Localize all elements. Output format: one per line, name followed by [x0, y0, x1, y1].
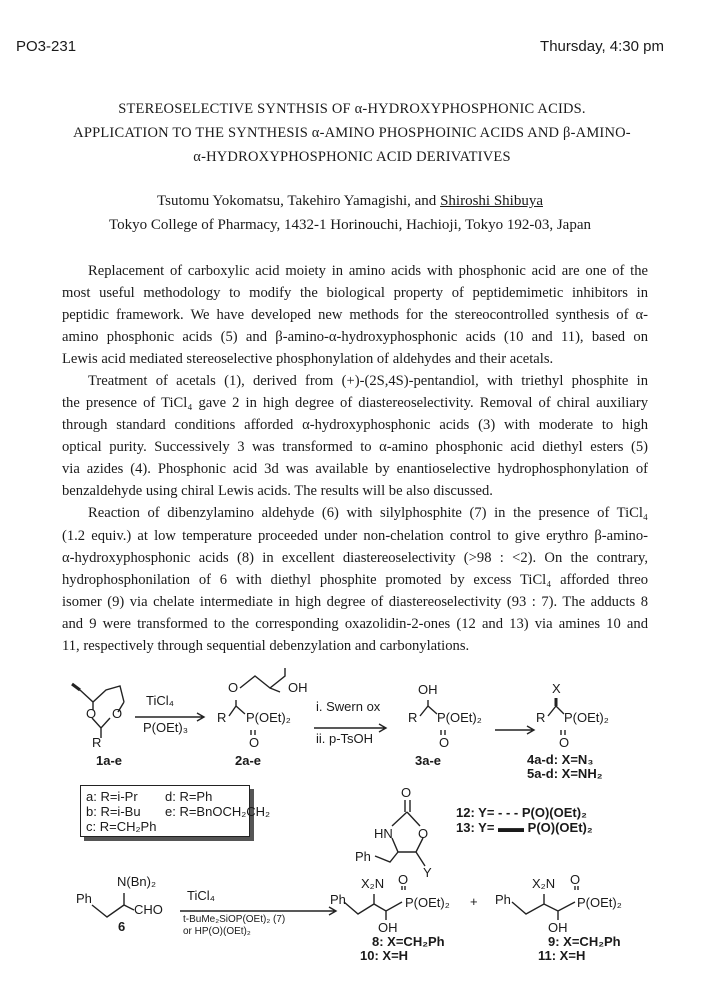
compound-label-9: 9: X=CH₂Ph: [548, 934, 621, 949]
acetal-O-left: O: [86, 706, 97, 721]
body-line: and 9 were transformed to the corresponding oxazolidin-2-ones (12 and 13) via amines 10 and: [62, 616, 648, 632]
compound-label-6: 6: [118, 919, 126, 934]
body-line: isomer (9) via chelate intermediate in high degree of diastereoselectivity (93 : 7). The adducts 8: [62, 594, 648, 610]
c3-R: R: [408, 710, 418, 725]
body-line: Treatment of acetals (1), derived from (+)-(2S,4S)-pentandiol, with triethyl phosphite in: [88, 373, 648, 389]
compound-label-12: 12: Y= - - - P(O)(OEt)₂: [456, 805, 587, 820]
author-names: Tsutomu Yokomatsu, Takehiro Yamagishi, and: [157, 193, 441, 209]
reagent-ticl4: TiCl₄: [146, 693, 174, 708]
compound-label-10: 10: X=H: [360, 948, 409, 963]
title-line-1: STEREOSELECTIVE SYNTHSIS OF α-HYDROXYPHOSPHONIC ACIDS.: [118, 101, 586, 117]
plus-sign: +: [470, 894, 478, 909]
c8-X2N: X₂N: [361, 876, 385, 891]
body-line: via azides (4). Phosphonic acid 3d was available by enantioselective hydrophosphonylation of: [62, 461, 648, 477]
body-line: (1.2 equiv.) at low temperature proceeded under non-chelation control to give erythro β-amino-: [62, 528, 648, 544]
reagent-diethyl-phosphite: or HP(O)(OEt)₂: [183, 926, 251, 937]
c2-O: O: [228, 680, 239, 695]
compound-label-11: 11: X=H: [538, 948, 586, 963]
c9-O: O: [570, 872, 581, 887]
c2-OH: OH: [288, 680, 308, 695]
c9-OH: OH: [548, 920, 568, 935]
body-line: hydrophosphonilation of 6 with diethyl phosphite promoted by excess TiCl₄ afforded threo: [62, 572, 648, 588]
c9-P: P(OEt)₂: [577, 895, 622, 910]
body-line: amino phosphonic acids (5) and β-amino-α-hydroxyphosphonic acids (10 and 11), based on: [62, 329, 648, 345]
acetal-O-right: O: [112, 706, 123, 721]
c4-R: R: [536, 710, 546, 725]
body-line: benzaldehyde using chiral Lewis acids. The results will be also discussed.: [62, 483, 493, 499]
reagent-silylphosphite: t-BuMe₂SiOP(OEt)₂ (7): [183, 914, 286, 925]
arrow-3: [495, 726, 534, 734]
compound-label-5: 5a-d: X=NH₂: [527, 766, 603, 781]
title-line-3: α-HYDROXYPHOSPHONIC ACID DERIVATIVES: [193, 149, 511, 165]
body-line: Lewis acid mediated stereoselective phosphonylation of aldehydes and their acetals.: [62, 351, 554, 367]
body-line: most useful methodology to modify the biological property of peptidemimetic inhibitors in: [62, 285, 648, 301]
c8-Ph: Ph: [330, 892, 346, 907]
compound-label-2: 2a-e: [235, 753, 262, 768]
body-line: through standard conditions afforded α-hydroxyphosphonic acids (3) with moderate to high: [62, 417, 648, 433]
reagent-ptsoh: ii. p-TsOH: [316, 731, 374, 746]
c3-oxo: O: [439, 735, 450, 750]
session-time: Thursday, 4:30 pm: [540, 38, 664, 55]
title-line-2: APPLICATION TO THE SYNTHESIS α-AMINO PHOSPHOINIC ACIDS AND β-AMINO-: [73, 125, 631, 141]
acetal-R: R: [92, 735, 102, 750]
compound-label-1: 1a-e: [96, 753, 123, 768]
compound-label-13: 13: Y= ▬▬ P(O)(OEt)₂: [456, 820, 593, 835]
body-line: 11, respectively through sequential debenzylation and carbonylations.: [62, 638, 470, 654]
session-code: PO3-231: [16, 38, 77, 55]
oxaz-ring-O: O: [418, 826, 429, 841]
body-line: the presence of TiCl₄ gave 2 in high degree of diastereoselectivity. Removal of chiral auxiliary: [62, 395, 648, 411]
c9-X2N: X₂N: [532, 876, 556, 891]
reagent-swern: i. Swern ox: [316, 699, 381, 714]
r-group-c: c: R=CH₂Ph: [86, 819, 157, 834]
body-line: peptidic framework. We have developed new methods for the stereocontrolled synthesis of α-: [62, 307, 648, 323]
c2-P: P(OEt)₂: [246, 710, 291, 725]
c2-R: R: [217, 710, 227, 725]
c6-Ph: Ph: [76, 891, 92, 906]
c2-oxo: O: [249, 735, 260, 750]
oxaz-carbonyl-O: O: [401, 785, 412, 800]
c8-OH: OH: [378, 920, 398, 935]
c8-O: O: [398, 872, 409, 887]
c9-Ph: Ph: [495, 892, 511, 907]
c6-CHO: CHO: [134, 902, 163, 917]
affiliation: Tokyo College of Pharmacy, 1432-1 Horinouchi, Hachioji, Tokyo 192-03, Japan: [109, 217, 591, 233]
c3-OH: OH: [418, 682, 438, 697]
body-line: Reaction of dibenzylamino aldehyde (6) with silylphosphite (7) in the presence of TiCl₄: [88, 505, 648, 521]
c4-X: X: [552, 681, 561, 696]
r-group-a: a: R=i-Pr: [86, 789, 138, 804]
oxaz-Y: Y: [423, 865, 432, 880]
c8-P: P(OEt)₂: [405, 895, 450, 910]
oxaz-Ph: Ph: [355, 849, 371, 864]
body-line: Replacement of carboxylic acid moiety in amino acids with phosphonic acid are one of the: [88, 263, 648, 279]
presenting-author: Shiroshi Shibuya: [440, 193, 543, 209]
compound-label-8: 8: X=CH₂Ph: [372, 934, 445, 949]
reagent-ticl4-2: TiCl₄: [187, 888, 215, 903]
c3-P: P(OEt)₂: [437, 710, 482, 725]
compound-label-3: 3a-e: [415, 753, 442, 768]
body-line: α-hydroxyphosphonic acids (8) in excellent diastereoselectivity (>98 : <2). On the contrary,: [62, 550, 648, 566]
r-group-e: e: R=BnOCH₂CH₂: [165, 804, 271, 819]
oxaz-HN: HN: [374, 826, 393, 841]
r-group-b: b: R=i-Bu: [86, 804, 141, 819]
c6-NBn2: N(Bn)₂: [117, 874, 156, 889]
compound-label-4: 4a-d: X=N₃: [527, 752, 594, 767]
reagent-triethyl-phosphite: P(OEt)₃: [143, 720, 189, 735]
body-line: optical purity. Successively 3 was transformed to α-amino phosphonic acid diethyl esters (5): [62, 439, 648, 455]
c4-oxo: O: [559, 735, 570, 750]
c4-P: P(OEt)₂: [564, 710, 609, 725]
r-group-d: d: R=Ph: [165, 789, 213, 804]
